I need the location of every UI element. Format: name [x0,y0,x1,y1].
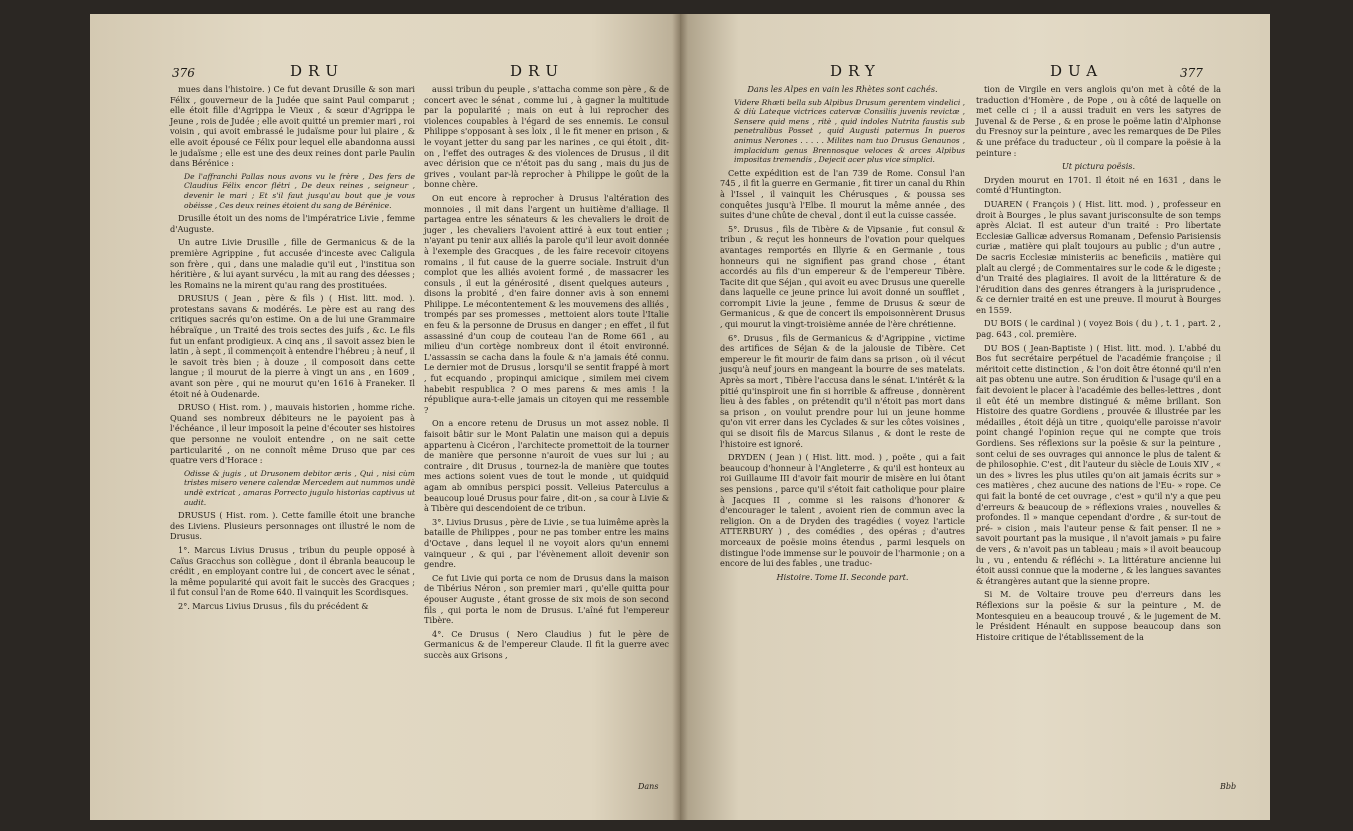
footer-signature: Histoire. Tome II. Seconde part. [776,571,909,582]
paragraph: On eut encore à reprocher à Drusus l'altération des monnoies , il mit dans l'argent un huitième d'alliage. Il partagea entre les sénateurs & les chevaliers le droit de juger , les chevaliers l'avoient attiré à eux tout entier ; n'ayant pu tenir aux alliés la parole qu'il leur avoit donnée à l'exemple des Gracques , de les faire recevoir citoyens romains , il fut cause de la guerre sociale. Instruit d'un complot que les alliés avoient formé , de massacrer les consuls , il eut la générosité , disent quelques auteurs , disons la probité , d'en faire donner avis à son ennemi Philippe. Le mécontentement & les mouvemens des alliés , trompés par ses promesses , mettoient alors toute l'Italie en feu & la personne de Drusus en danger ; en effet , il fut assassiné d'un coup de couteau l'an de Rome 661 , au milieu d'un cortège nombreux dont il étoit environné. L'assassin se cacha dans la foule & n'a jamais été connu. Le dernier mot de Drusus , lorsqu'il se sentit frappé à mort , fut ecquando , propinqui amicique , similem mei civem habebit respublica ? O mes parens & mes amis ! la république aura-t-elle jamais un citoyen qui me ressemble ? [424,192,669,415]
right-running-head-2: DUA [1050,62,1104,80]
left-page [90,14,680,820]
paragraph: Dans les Alpes en vain les Rhètes sont cachés. [747,84,938,94]
verse-quote: De l'affranchi Pallas nous avons vu le frère , Des fers de Claudius Félix encor flétri , De deux reines , seigneur , devenir le mari ; Et s'il faut jusqu'au bout que je vous obéisse , Ces deux reines étoient du sang de Bérénice. [184,171,415,210]
right-catchword: Bbb [1220,782,1237,791]
left-column-1 [170,84,415,615]
verse-quote: Videre Rhæti bella sub Alpibus Drusum gerentem vindelici , & diù Lateque victrices catervæ Consiliis juvenis revictæ , Sensere quid mens , ritè , quid indoles Nutrita faustis sub penetralibus Posset , quid Augusti paternus In pueros animus Nerones . . . . . Milites nam tuo Drusus Genaunos , implacidum genus Brennosque veloces & arces Alpibus impositas tremendis , Dejecit acer plus vice simplici. [734,97,965,165]
paragraph: DRUSUS ( Hist. rom. ). Cette famille étoit une branche des Liviens. Plusieurs personnages ont illustré le nom de Drusus. [170,510,415,542]
right-running-head-1: DRY [830,62,881,80]
paragraph: mues dans l'histoire. ) Ce fut devant Drusille & son mari Félix , gouverneur de la Judée que saint Paul comparut ; elle étoit fille d'Agrippa le Vieux , & sœur d'Agrippa le Jeune , rois de Judée ; elle avoit quitté un premier mari , roi voisin , qui avoit embrassé le judaïsme pour lui plaire , & elle avoit épousé ce Félix pour lequel elle abandonna aussi le judaïsme ; elle est une des deux reines dont parle Paulin dans Bérénice : [170,84,415,169]
left-running-head-1: DRU [290,62,344,80]
paragraph: DU BOIS ( le cardinal ) ( voyez Bois ( du ) , t. 1 , part. 2 , pag. 643 , col. première. [976,318,1221,340]
left-column-2 [424,84,669,663]
paragraph: Drusille étoit un des noms de l'impératrice Livie , femme d'Auguste. [170,213,415,234]
paragraph: Si M. de Voltaire trouve peu d'erreurs dans les Réflexions sur la poësie & sur la peinture , M. de Montesquieu en a beaucoup trouvé , & le jugement de M. le Président Hénault en suppose beaucoup dans son Histoire critique de l'établissement de la [976,589,1221,642]
paragraph: DU BOS ( Jean-Baptiste ) ( Hist. litt. mod. ). L'abbé du Bos fut secrétaire perpétuel de l'académie françoise ; il méritoit cette distinction , & l'on doit être étonné qu'il n'en ait pas obtenu une autre. Son érudition & l'usage qu'il en a fait devoient le placer à l'académie des belles-lettres , dont il eût été un membre distingué & même brillant. Son Histoire des quatre Gordiens , prouvée & illustrée par les médailles , étoit déjà un titre , quoiqu'elle paroisse n'avoir point changé l'opinion reçue qui ne compte que trois Gordiens. Ses réflexions sur la poësie & sur la peinture , sont celui de ses ouvrages qui annonce le plus de talent & de philosophie. C'est , dit l'auteur du siècle de Louis XIV , « un des » livres les plus utiles qu'on ait jamais écrits sur » ces matières , chez aucune des nations de l'Eu- » rope. Ce qui fait la bonté de cet ouvrage , c'est » qu'il n'y a que peu d'erreurs & beaucoup de » réflexions vraies , nouvelles & profondes. Il » manque cependant d'ordre , & sur-tout de pré- » cision , mais l'auteur pense & fait penser. Il ne » savoit pourtant pas la musique , il n'avoit jamais » pu faire de vers , & n'avoit pas un tableau ; mais » il avoit beaucoup lu , vu , entendu & réfléchi ». La littérature ancienne lui étoit aussi connue que la moderne , & les langues savantes & étrangères autant que la sienne propre. [976,342,1221,586]
paragraph: 6°. Drusus , fils de Germanicus & d'Agrippine , victime des artifices de Séjan & de la jalousie de Tibère. Cet empereur le fit mourir de faim dans sa prison , où il vécut jusqu'à neuf jours en mangeant la bourre de ses matelats. Après sa mort , Tibère l'accusa dans le sénat. L'intérêt & la pitié qu'inspiroit une fin si horrible & affreuse , donnèrent lieu à des fables , on prétendit qu'il n'étoit pas mort dans sa prison , on voulut prendre pour lui un jeune homme qu'on vit errer dans les Cyclades & sur les côtes voisines , qui se disoit fils de Marcus Silanus , & dont le reste de l'histoire est ignoré. [720,332,965,449]
paragraph: aussi tribun du peuple , s'attacha comme son père , & de concert avec le sénat , comme lui , à gagner la multitude par la popularité ; mais on eut à lui reprocher des violences coupables à l'égard de ses ennemis. Le consul Philippe s'opposant à ses loix , il le fit mener en prison , & le voyant jetter du sang par les narines , ce qui étoit , dit-on , l'effet des outrages & des violences de Drusus , il dit avec dérision que ce n'étoit pas du sang , mais du jus de grives , voulant par-là reprocher à Philippe le goût de la bonne chère. [424,84,669,190]
right-page [680,14,1270,820]
verse-quote: Odisse & jugis , ut Drusonem debitor æris , Qui , nisi cùm tristes misero venere calendæ Mercedem aut nummos undè undè extricat , amaras Porrecto jugulo historias captivus ut audit. [184,468,415,507]
left-catchword: Dans [638,782,659,791]
paragraph: 3°. Livius Drusus , père de Livie , se tua luimême après la bataille de Philippes , pour ne pas tomber entre les mains d'Octave , dans lequel il ne voyoit alors qu'un ennemi vainqueur , & qui , par l'évènement alloit devenir son gendre. [424,516,669,570]
paragraph: DRUSO ( Hist. rom. ) , mauvais historien , homme riche. Quand ses nombreux débiteurs ne le payoient pas à l'échéance , il leur imposoit la peine d'écouter ses histoires que personne ne vouloit entendre , on ne sait cette particularité , on ne connoît même Druso que par ces quatre vers d'Horace : [170,402,415,466]
paragraph: 2°. Marcus Livius Drusus , fils du précédent & [178,600,369,611]
right-page-number: 377 [1180,66,1203,80]
paragraph: DRYDEN ( Jean ) ( Hist. litt. mod. ) , poëte , qui a fait beaucoup d'honneur à l'Angleterre , & qu'il est honteux au roi Guillaume III d'avoir fait mourir de misère en lui ôtant ses pensions , parce qu'il s'étoit fait catholique pour plaire à Jacques II , comme si les raisons d'honorer & d'encourager le talent , avoient rien de commun avec la religion. On a de Dryden des tragédies ( voyez l'article ATTERBURY ) , des comédies , des opéras ; d'autres morceaux de poësie moins étendus , parmi lesquels on distingue l'ode immense sur le pouvoir de l'harmonie ; on a encore de lui des fables , une traduc- [720,452,965,569]
paragraph: Dryden mourut en 1701. Il étoit né en 1631 , dans le comté d'Huntington. [976,174,1221,196]
paragraph: On a encore retenu de Drusus un mot assez noble. Il faisoit bâtir sur le Mont Palatin une maison qui a depuis appartenu à Cicéron , l'architecte promettoit de la tourner de manière que personne n'auroit de vues sur lui ; au contraire , dit Drusus , tournez-la de manière que toutes mes actions soient vues de tout le monde , ut quidquid agam ab omnibus perspici possit. Velleius Paterculus a beaucoup loué Drusus pour faire , dit-on , sa cour à Livie & à Tibère qui descendoient de ce tribun. [424,418,669,514]
paragraph: Ut pictura poësis. [1061,161,1136,172]
right-column-2 [976,84,1221,645]
paragraph: tion de Virgile en vers anglois qu'on met à côté de la traduction d'Homère , de Pope , ou à côté de laquelle on met celle ci ; il a aussi traduit en vers les satyres de Juvenal & de Perse , & en prose le poëme latin d'Alphonse du Fresnoy sur la peinture , avec les remarques de De Piles & une préface du traducteur , où il compare la poësie à la peinture : [976,84,1221,158]
left-running-head-2: DRU [510,62,564,80]
left-page-number: 376 [172,66,195,80]
paragraph: Cette expédition est de l'an 739 de Rome. Consul l'an 745 , il fit la guerre en Germanie , fit tirer un canal du Rhin à l'Issel , il vainquit les Chérusques , & poussa ses conquêtes jusqu'à l'Elbe. Il mourut la même année , des suites d'une chûte de cheval , dont il eut la cuisse cassée. [720,167,965,221]
paragraph: Un autre Livie Drusille , fille de Germanicus & de la première Agrippine , fut accusée d'inceste avec Caligula son frère , qui , dans une maladie qu'il eut , l'institua son héritière , & lui ayant survécu , la mit au rang des déesses ; les Romains ne la mirent qu'au rang des prostituées. [170,237,415,290]
paragraph: DUAREN ( François ) ( Hist. litt. mod. ) , professeur en droit à Bourges , le plus savant jurisconsulte de son temps après Alciat. Il est auteur d'un traité : Pro libertate Ecclesiæ Gallicæ adversus Romanam , Defensio Parisiensis curiæ , matière qui plaît toujours au public ; d'un autre , De sacris Ecclesiæ ministeriis ac beneficiis , matière qui plaît au clergé ; de Commentaires sur le code & le digeste ; d'un Traité des plagiaires. Il avoit de la littérature & de l'érudition dans des genres étrangers à la jurisprudence , & ce dernier traité en est une preuve. Il mourut à Bourges en 1559. [976,198,1221,315]
paragraph: 5°. Drusus , fils de Tibère & de Vipsanie , fut consul & tribun , & reçut les honneurs de l'ovation pour quelques avantages remportés en Illyrie & en Germanie , tous honneurs qui ne signifient pas grand chose , étant accordés au fils d'un empereur & de l'empereur Tibère. Tacite dit que Séjan , qui avoit eu avec Drusus une querelle dans laquelle ce jeune prince lui avoit donné un soufflet , corrompit Livie la jeune , femme de Drusus & sœur de Germanicus , & que de concert ils empoisonnèrent Drusus , qui mourut la vingt-troisième année de l'ère chrétienne. [720,223,965,330]
paragraph: 1°. Marcus Livius Drusus , tribun du peuple opposé à Caïus Gracchus son collègue , dont il ébranla beaucoup le crédit , en employant contre lui , de concert avec le sénat , la même popularité qui avoit fait le succès des Gracques ; il fut consul l'an de Rome 640. Il vainquit les Scordisques. [170,544,415,598]
right-column-1 [720,84,965,585]
paragraph: DRUSIUS ( Jean , père & fils ) ( Hist. litt. mod. ). protestans savans & modérés. Le père est au rang des critiques sacrés qu'on estime. On a de lui une Grammaire hébraïque , un Traité des trois sectes des juifs , &c. Le fils fut un enfant prodigieux. A cinq ans , il savoit assez bien le latin , à sept , il commençoit à entendre l'hébreu ; à neuf , il le savoit très bien ; à douze , il composoit dans cette langue ; il mourut de la pierre à vingt un ans , en 1609 , avant son père , qui ne mourut qu'en 1616 à Franeker. Il étoit né à Oudenarde. [170,293,415,399]
book-spread [90,14,1270,820]
book-gutter [672,14,688,820]
paragraph: Ce fut Livie qui porta ce nom de Drusus dans la maison de Tibérius Néron , son premier mari , qu'elle quitta pour épouser Auguste , étant grosse de six mois de son second fils , qui porta le nom de Drusus. L'aîné fut l'empereur Tibère. [424,572,669,626]
paragraph: 4°. Ce Drusus ( Nero Claudius ) fut le père de Germanicus & de l'empereur Claude. Il fit la guerre avec succès aux Grisons , [424,628,669,660]
